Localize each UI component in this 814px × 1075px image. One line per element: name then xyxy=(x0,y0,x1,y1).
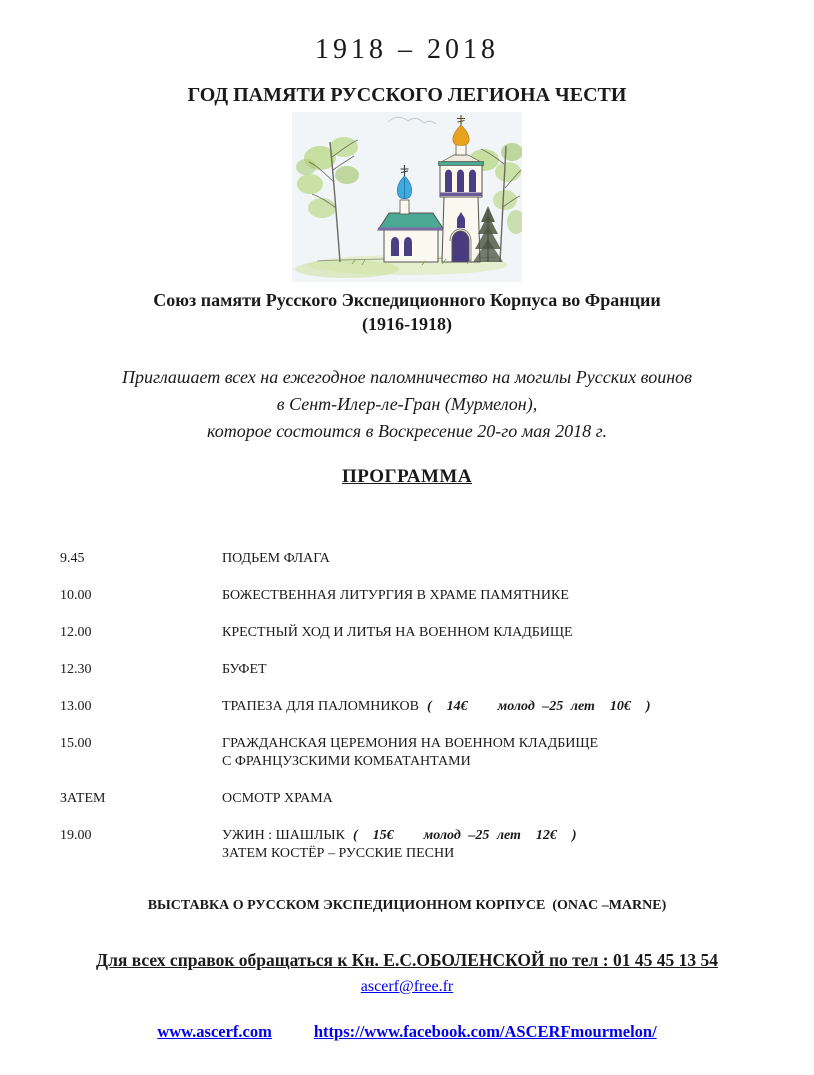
schedule-desc-line2: ЗАТЕМ КОСТЁР – РУССКИЕ ПЕСНИ xyxy=(222,846,455,861)
schedule-row xyxy=(60,587,760,605)
schedule-row xyxy=(60,550,760,568)
schedule-desc: УЖИН : ШАШЛЫК ( 15€ молод –25 лет 12€ ) ЗАТЕМ КОСТЁР – РУССКИЕ ПЕСНИ xyxy=(222,827,760,863)
schedule-time: ЗАТЕМ xyxy=(60,791,106,806)
schedule-row xyxy=(60,698,760,716)
schedule-desc-line2: С ФРАНЦУЗСКИМИ КОМБАТАНТАМИ xyxy=(222,754,471,769)
schedule-desc: БУФЕТ xyxy=(222,662,267,677)
chapel-window xyxy=(404,237,412,256)
church-image-wrapper xyxy=(0,112,814,282)
years-title: 1918 – 2018 xyxy=(315,34,499,65)
schedule-time: 15.00 xyxy=(60,736,92,751)
organization-name: Союз памяти Русского Экспедиционного Корпуса во Франции xyxy=(153,290,661,310)
blue-dome-drum xyxy=(400,200,409,214)
schedule-row xyxy=(60,790,760,808)
contact-email-wrapper xyxy=(0,978,814,996)
foliage xyxy=(297,174,323,194)
belfry-band xyxy=(440,193,482,197)
schedule-desc: БОЖЕСТВЕННАЯ ЛИТУРГИЯ В ХРАМЕ ПАМЯТНИКЕ xyxy=(222,588,569,603)
chapel-window xyxy=(391,237,399,256)
invitation-paragraph xyxy=(0,364,814,445)
footer-links xyxy=(0,1022,814,1042)
foliage xyxy=(495,162,521,182)
schedule-time: 19.00 xyxy=(60,828,92,843)
belfry-cornice xyxy=(439,162,484,166)
schedule-time: 9.45 xyxy=(60,551,85,566)
price-note: ( 15€ молод –25 лет 12€ ) xyxy=(352,828,577,843)
memorial-year-title: ГОД ПАМЯТИ РУССКОГО ЛЕГИОНА ЧЕСТИ xyxy=(187,84,627,106)
schedule-time: 12.00 xyxy=(60,625,92,640)
foliage xyxy=(308,198,336,218)
chapel-eave-band xyxy=(378,228,444,231)
foliage xyxy=(330,137,358,157)
chapel-roof xyxy=(378,213,444,230)
schedule-row xyxy=(60,661,760,679)
schedule-row xyxy=(60,827,760,863)
facebook-link[interactable]: https://www.facebook.com/ASCERFmourmelon/ xyxy=(313,1022,657,1041)
schedule-desc: КРЕСТНЫЙ ХОД И ЛИТЬЯ НА ВОЕННОМ КЛАДБИЩЕ xyxy=(222,625,573,640)
schedule-time: 10.00 xyxy=(60,588,92,603)
tower-door xyxy=(452,231,469,262)
program-heading: ПРОГРАММА xyxy=(341,466,473,487)
invitation-line: которое состоится в Воскресение 20-го мая 2018 г. xyxy=(207,421,607,441)
invitation-line: Приглашает всех на ежегодное паломничество на могилы Русских воинов xyxy=(122,367,692,387)
foliage xyxy=(335,166,359,184)
church-illustration xyxy=(292,112,522,282)
email-link[interactable]: ascerf@free.fr xyxy=(360,978,454,995)
schedule-row xyxy=(60,624,760,642)
invitation-line: в Сент-Илер-ле-Гран (Мурмелон), xyxy=(276,394,538,414)
schedule-desc: ГРАЖДАНСКАЯ ЦЕРЕМОНИЯ НА ВОЕННОМ КЛАДБИЩЕ С ФРАНЦУЗСКИМИ КОМБАТАНТАМИ xyxy=(222,735,760,771)
schedule-time: 13.00 xyxy=(60,699,92,714)
belfry-arch xyxy=(445,170,452,193)
price-note: ( 14€ молод –25 лет 10€ ) xyxy=(426,699,651,714)
foliage xyxy=(296,159,316,175)
program-schedule xyxy=(60,550,760,882)
exhibition-note: ВЫСТАВКА О РУССКОМ ЭКСПЕДИЦИОННОМ КОРПУСЕ (ONAC –MARNE) xyxy=(147,898,667,913)
belfry-arch xyxy=(469,170,476,193)
schedule-desc: ТРАПЕЗА ДЛЯ ПАЛОМНИКОВ ( 14€ молод –25 лет 10€ ) xyxy=(222,699,651,714)
organization-years: (1916-1918) xyxy=(362,314,452,334)
schedule-time: 12.30 xyxy=(60,662,92,677)
schedule-desc: ОСМОТР ХРАМА xyxy=(222,791,333,806)
schedule-row xyxy=(60,735,760,771)
schedule-desc: ПОДЬЕМ ФЛАГА xyxy=(222,551,330,566)
organization-title xyxy=(0,288,814,336)
ground-wash-2 xyxy=(295,260,399,278)
belfry-arch xyxy=(457,170,464,193)
website-link[interactable]: www.ascerf.com xyxy=(157,1022,272,1041)
contact-info: Для всех справок обращаться к Кн. Е.С.ОБОЛЕНСКОЙ по тел : 01 45 45 13 54 xyxy=(96,950,718,970)
foliage xyxy=(501,143,522,161)
